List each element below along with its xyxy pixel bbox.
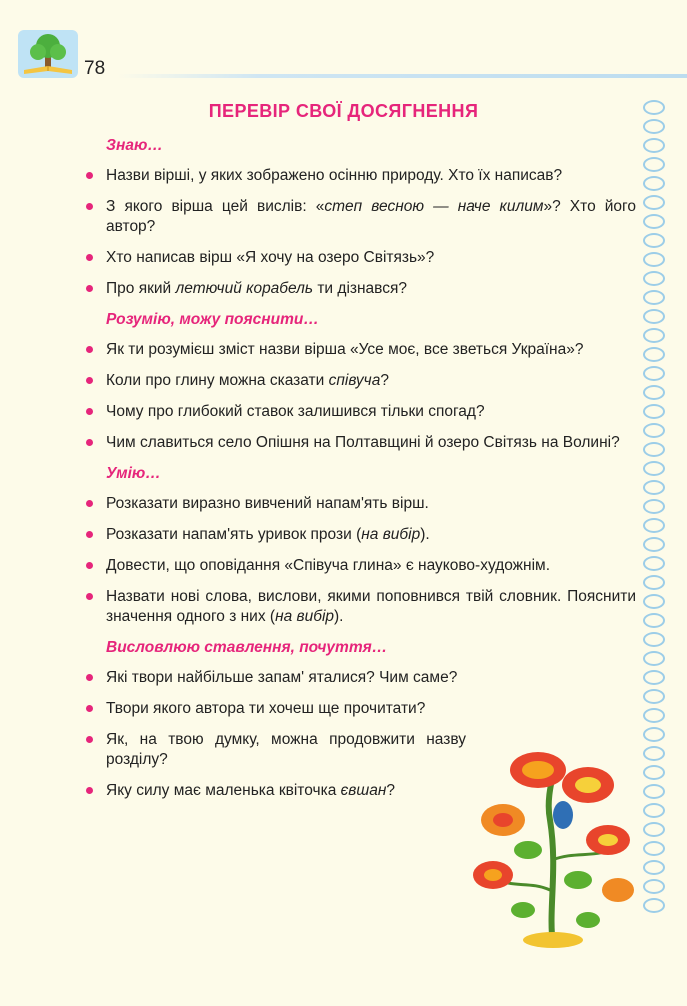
list-item (86, 730, 466, 770)
binding-ring (643, 442, 665, 457)
list-item (86, 340, 636, 360)
binding-ring (643, 860, 665, 875)
list-item (86, 668, 636, 688)
bullet-icon (86, 562, 93, 569)
binding-ring (643, 366, 665, 381)
item-text: Коли про глину можна сказати (106, 372, 329, 389)
item-text: Чим славиться село Опішня на Полтавщині й озеро Світязь на Волині? (106, 434, 620, 451)
list-item (86, 556, 636, 576)
binding-ring (643, 309, 665, 324)
binding-ring (643, 518, 665, 533)
binding-ring (643, 290, 665, 305)
item-text: Які твори найбільше запам' яталися? Чим саме? (106, 669, 458, 686)
tree-book-icon (18, 30, 78, 78)
bullet-icon (86, 674, 93, 681)
binding-ring (643, 841, 665, 856)
bullet-icon (86, 254, 93, 261)
binding-ring (643, 100, 665, 115)
binding-ring (643, 708, 665, 723)
header-divider (118, 74, 687, 78)
binding-ring (643, 670, 665, 685)
binding-ring (643, 898, 665, 913)
binding-ring (643, 385, 665, 400)
list-item (86, 587, 636, 627)
section-heading: Умію… (106, 465, 161, 482)
binding-ring (643, 765, 665, 780)
bullet-icon (86, 172, 93, 179)
italic-text: на вибір (361, 526, 421, 543)
bullet-icon (86, 500, 93, 507)
binding-ring (643, 632, 665, 647)
page-number: 78 (84, 58, 106, 79)
item-text: Про який (106, 280, 176, 297)
section-heading: Розумію, можу пояснити… (106, 311, 319, 328)
notebook-rings (643, 100, 671, 917)
binding-ring (643, 347, 665, 362)
item-text: Яку силу має маленька квіточка (106, 782, 341, 799)
item-text: ти дізнався? (313, 280, 407, 297)
binding-ring (643, 803, 665, 818)
list-item (86, 371, 636, 391)
list-item (86, 525, 636, 545)
binding-ring (643, 689, 665, 704)
binding-ring (643, 746, 665, 761)
bullet-icon (86, 531, 93, 538)
binding-ring (643, 176, 665, 191)
italic-text: летючий корабель (175, 280, 314, 297)
item-text: ). (420, 526, 430, 543)
item-text: Як, на твою думку, можна продовжити назву розділу? (106, 731, 466, 768)
binding-ring (643, 537, 665, 552)
item-text: Розказати напам'ять уривок прози ( (106, 526, 362, 543)
item-text: З якого вірша цей вислів: « (106, 198, 325, 215)
binding-ring (643, 271, 665, 286)
item-text: Назвати нові слова, вислови, якими поповнився твій словник. Пояснити значення одного з них ( (106, 588, 636, 625)
item-text: Чому про глибокий ставок залишився тільки спогад? (106, 403, 485, 420)
achievement-checklist (86, 136, 636, 812)
list-item (86, 699, 636, 719)
item-text: ? (380, 372, 389, 389)
italic-text: співуча (328, 372, 381, 389)
item-text: Назви вірші, у яких зображено осінню природу. Хто їх написав? (106, 167, 563, 184)
binding-ring (643, 404, 665, 419)
binding-ring (643, 480, 665, 495)
item-text: ). (334, 608, 344, 625)
binding-ring (643, 556, 665, 571)
list-item (86, 279, 636, 299)
bullet-icon (86, 377, 93, 384)
item-text: »? Хто його автор? (106, 198, 636, 235)
bullet-icon (86, 736, 93, 743)
binding-ring (643, 157, 665, 172)
binding-ring (643, 613, 665, 628)
binding-ring (643, 233, 665, 248)
bullet-icon (86, 408, 93, 415)
binding-ring (643, 594, 665, 609)
bullet-icon (86, 439, 93, 446)
italic-text: на вибір (275, 608, 335, 625)
binding-ring (643, 328, 665, 343)
list-item (86, 494, 636, 514)
bullet-icon (86, 285, 93, 292)
petrykivka-flower-illustration (468, 740, 638, 950)
binding-ring (643, 119, 665, 134)
page-title: ПЕРЕВІР СВОЇ ДОСЯГНЕННЯ (208, 101, 479, 121)
italic-text: євшан (340, 782, 387, 799)
binding-ring (643, 195, 665, 210)
binding-ring (643, 822, 665, 837)
section-heading: Знаю… (106, 137, 163, 154)
item-text: Хто написав вірш «Я хочу на озеро Світязь»? (106, 249, 435, 266)
binding-ring (643, 651, 665, 666)
binding-ring (643, 499, 665, 514)
bullet-icon (86, 705, 93, 712)
bullet-icon (86, 593, 93, 600)
binding-ring (643, 727, 665, 742)
item-text: Як ти розумієш зміст назви вірша «Усе моє, все зветься Україна»? (106, 341, 584, 358)
list-item (86, 166, 636, 186)
binding-ring (643, 784, 665, 799)
item-text: Довести, що оповідання «Співуча глина» є науково-художнім. (106, 557, 551, 574)
binding-ring (643, 423, 665, 438)
bullet-icon (86, 203, 93, 210)
item-text: Розказати виразно вивчений напам'ять вірш. (106, 495, 429, 512)
bullet-icon (86, 787, 93, 794)
list-item (86, 433, 636, 453)
binding-ring (643, 461, 665, 476)
binding-ring (643, 252, 665, 267)
item-text: ? (386, 782, 396, 799)
section-heading: Висловлюю ставлення, почуття… (106, 639, 388, 656)
binding-ring (643, 214, 665, 229)
bullet-icon (86, 346, 93, 353)
italic-text: степ весною — наче килим (324, 198, 544, 215)
binding-ring (643, 879, 665, 894)
binding-ring (643, 575, 665, 590)
list-item (86, 248, 636, 268)
list-item (86, 197, 636, 237)
item-text: Твори якого автора ти хочеш ще прочитати? (106, 700, 426, 717)
binding-ring (643, 138, 665, 153)
list-item (86, 402, 636, 422)
